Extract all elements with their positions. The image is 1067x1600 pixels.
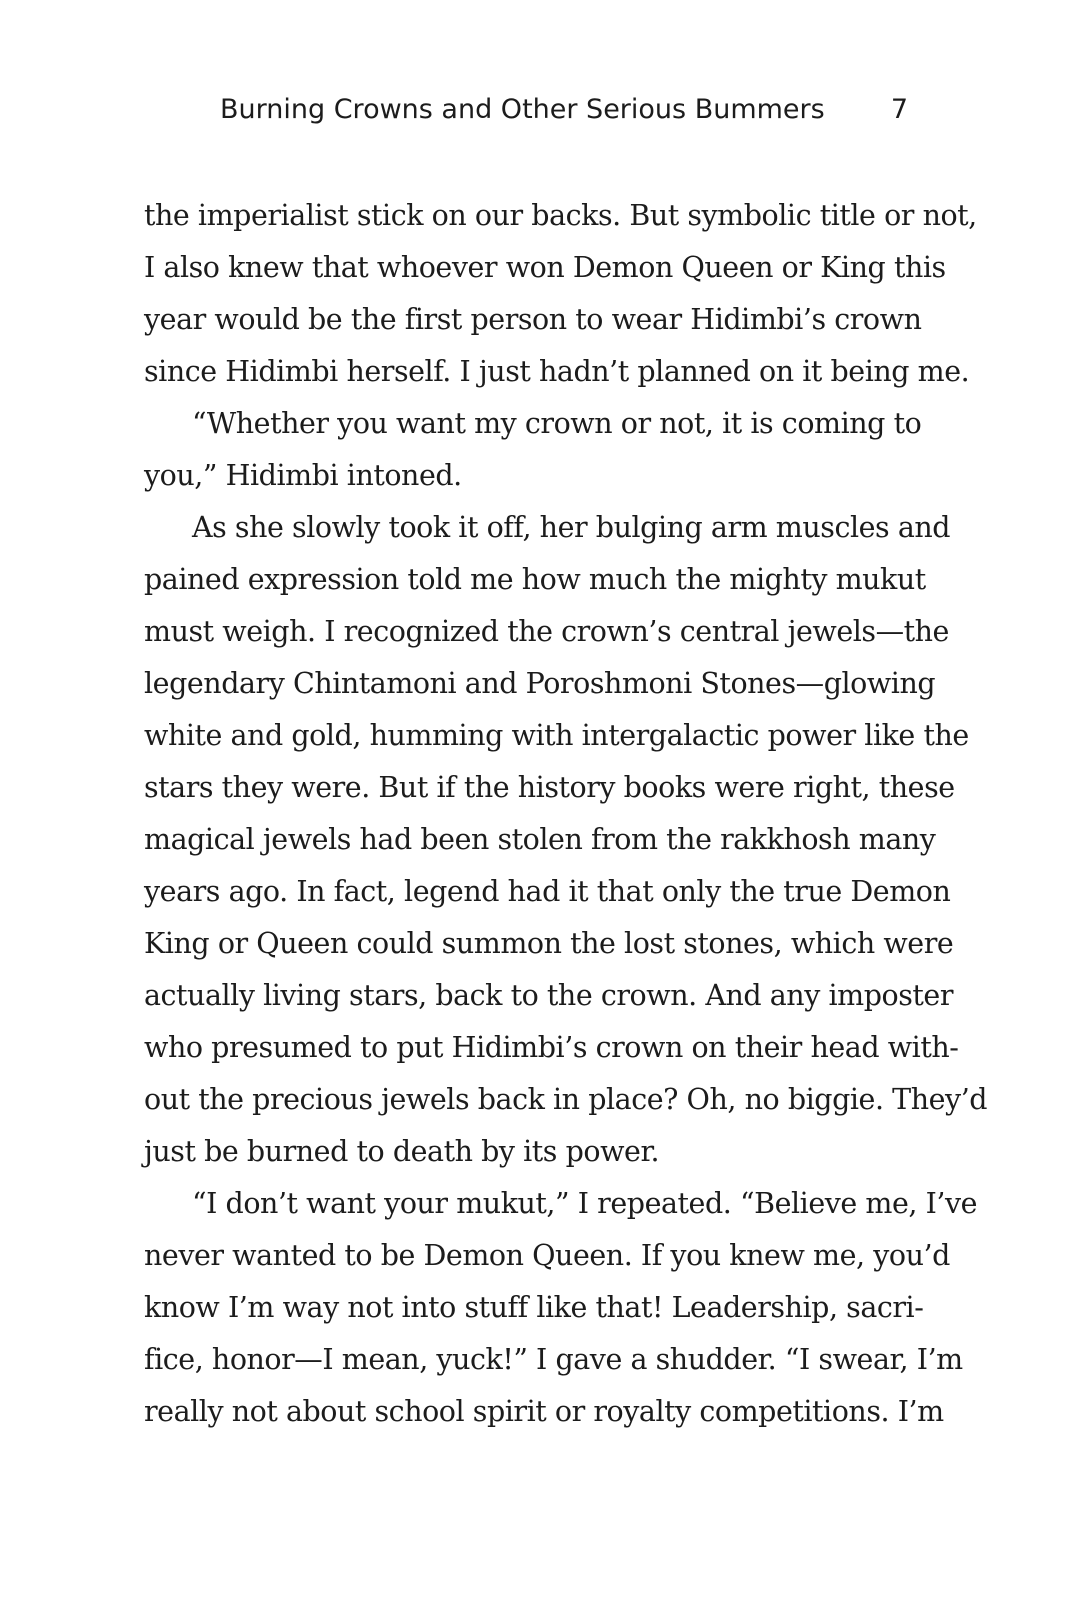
text-line: years ago. In fact, legend had it that only the true Demon xyxy=(144,875,951,908)
text-line: “I don’t want your mukut,” I repeated. “Believe me, I’ve xyxy=(192,1187,978,1220)
text-line: “Whether you want my crown or not, it is coming to xyxy=(192,407,922,440)
running-header xyxy=(144,88,908,138)
text-line: since Hidimbi herself. I just hadn’t planned on it being me. xyxy=(144,355,970,388)
text-line: who presumed to put Hidimbi’s crown on their head with- xyxy=(144,1031,959,1064)
text-line: you,” Hidimbi intoned. xyxy=(144,459,462,492)
text-line: white and gold, humming with intergalactic power like the xyxy=(144,719,969,752)
text-line: just be burned to death by its power. xyxy=(144,1135,660,1168)
text-line: I also knew that whoever won Demon Queen or King this xyxy=(144,251,946,284)
page-number: 7 xyxy=(890,94,908,125)
text-line: stars they were. But if the history books were right, these xyxy=(144,771,955,804)
text-line: never wanted to be Demon Queen. If you knew me, you’d xyxy=(144,1239,950,1272)
text-line: the imperialist stick on our backs. But symbolic title or not, xyxy=(144,199,977,232)
text-line: must weigh. I recognized the crown’s central jewels—the xyxy=(144,615,949,648)
text-line: really not about school spirit or royalty competitions. I’m xyxy=(144,1395,944,1428)
text-line: year would be the first person to wear Hidimbi’s crown xyxy=(144,303,922,336)
text-line: fice, honor—I mean, yuck!” I gave a shudder. “I swear, I’m xyxy=(144,1343,963,1376)
text-line: magical jewels had been stolen from the rakkhosh many xyxy=(144,823,936,856)
text-line: King or Queen could summon the lost stones, which were xyxy=(144,927,954,960)
body-text xyxy=(144,190,988,1438)
text-line: As she slowly took it off, her bulging arm muscles and xyxy=(192,511,951,544)
text-line: pained expression told me how much the mighty mukut xyxy=(144,563,926,596)
text-line: legendary Chintamoni and Poroshmoni Stones—glowing xyxy=(144,667,936,700)
text-line: out the precious jewels back in place? Oh, no biggie. They’d xyxy=(144,1083,988,1116)
text-line: know I’m way not into stuff like that! Leadership, sacri- xyxy=(144,1291,924,1324)
text-line: actually living stars, back to the crown. And any imposter xyxy=(144,979,953,1012)
running-title: Burning Crowns and Other Serious Bummers xyxy=(220,94,825,125)
